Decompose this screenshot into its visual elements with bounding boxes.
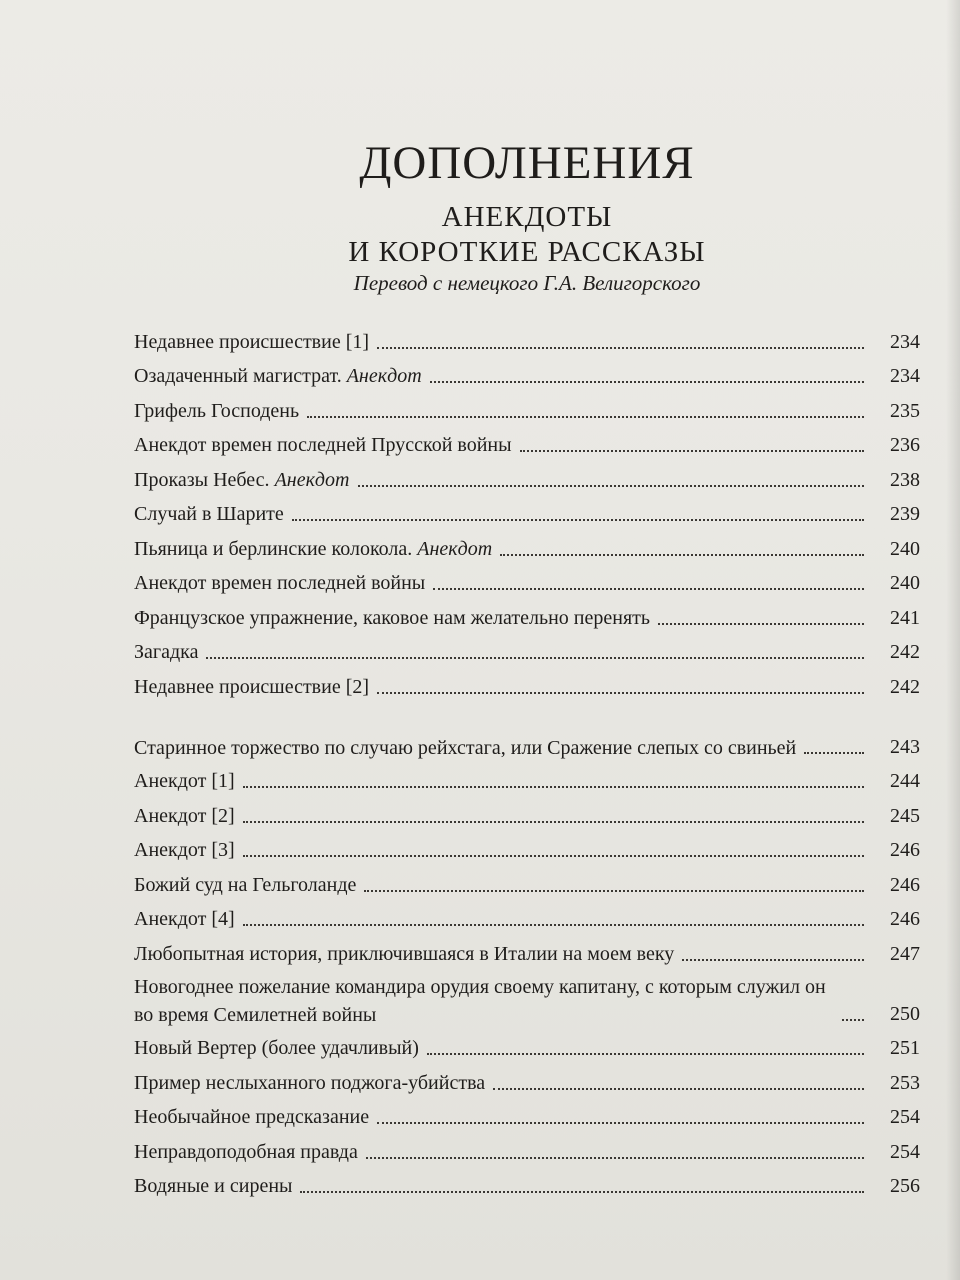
dot-leader (300, 1191, 864, 1193)
toc-entry (134, 934, 920, 969)
toc-entry-title: Пример неслыханного поджога-убийства (134, 1071, 486, 1094)
dot-leader (377, 347, 864, 349)
toc-entry-page: 250 (890, 1002, 920, 1025)
toc-entry (134, 495, 920, 530)
toc-entry-page: 238 (890, 468, 920, 491)
toc-entry-title: Анекдот [2] (134, 804, 235, 827)
toc-entry (134, 1098, 920, 1133)
toc-entry-page: 254 (890, 1106, 920, 1128)
toc-entry-page: 239 (890, 503, 920, 525)
toc-entry-title: Старинное торжество по случаю рейхстага, или Сражение слепых со свиньей (134, 736, 797, 759)
dot-leader (842, 1019, 864, 1021)
dot-leader (364, 890, 864, 892)
dot-leader (243, 855, 864, 857)
toc-entry (134, 529, 920, 564)
toc-entry (134, 796, 920, 831)
toc-entry-page: 234 (890, 365, 920, 387)
toc-entry-page: 247 (890, 942, 920, 965)
toc-entry-page: 251 (890, 1037, 920, 1059)
dot-leader (292, 519, 864, 521)
dot-leader (206, 657, 864, 659)
dot-leader (682, 959, 864, 961)
toc-entry (134, 1063, 920, 1098)
toc-entry-page: 244 (890, 770, 920, 792)
toc-entry (134, 391, 920, 426)
dot-leader (307, 416, 864, 418)
toc-entry-page: 246 (890, 873, 920, 896)
toc-entry-title: Новогоднее пожелание командира орудия своему капитану, с которым служил он во время Семилетней войны (134, 975, 826, 1026)
toc-entry (134, 322, 920, 357)
toc-entry-page: 234 (890, 330, 920, 353)
toc-entry (134, 564, 920, 599)
toc-entry-page: 235 (890, 399, 920, 422)
toc-entry-page: 243 (890, 735, 920, 758)
dot-leader (243, 786, 864, 788)
toc-entry-title: Любопытная история, приключившаяся в Италии на моем веку (134, 942, 675, 965)
toc-entry-title: Анекдот времен последней войны (134, 572, 426, 594)
page-edge-shadow (946, 0, 960, 1280)
dot-leader (500, 554, 864, 556)
toc-entry-title: Анекдот времен последней Прусской войны (134, 434, 512, 456)
toc-entry-title: Французское упражнение, каковое нам желательно перенять (134, 606, 651, 629)
dot-leader (430, 381, 864, 383)
toc-entry (134, 633, 920, 668)
toc-entry (134, 460, 920, 495)
toc-entry-title: Случай в Шарите (134, 503, 284, 525)
toc-entry (134, 598, 920, 633)
toc-entry-title: Анекдот [1] (134, 770, 235, 792)
toc-entry-title: Грифель Господень (134, 399, 300, 422)
translator-note: Перевод с немецкого Г.А. Велигорского (353, 271, 701, 295)
toc-entry-page: 246 (890, 839, 920, 861)
toc-entry-page: 236 (890, 434, 920, 456)
toc-entry (134, 865, 920, 900)
toc-entry (134, 426, 920, 461)
section-title-line-2: И КОРОТКИЕ РАССКАЗЫ (348, 236, 706, 268)
toc-entry-title: Озадаченный магистрат. (134, 365, 347, 387)
toc-entry (134, 702, 920, 762)
toc-entry (134, 667, 920, 702)
toc-entry-title: Божий суд на Гельголанде (134, 873, 357, 896)
toc-entry-title: Недавнее происшествие [2] (134, 675, 370, 698)
toc-entry-title: Новый Вертер (более удачливый) (134, 1037, 419, 1059)
toc-entry-genre: Анекдот (417, 537, 493, 560)
toc-entry-page: 254 (890, 1140, 920, 1163)
dot-leader (243, 924, 864, 926)
toc-entry-page: 253 (890, 1071, 920, 1094)
toc-entry (134, 969, 920, 1029)
toc-entry-genre: Анекдот (346, 365, 422, 387)
dot-leader (658, 623, 864, 625)
toc-entry-title: Недавнее происшествие [1] (134, 330, 370, 353)
toc-entry-page: 246 (890, 908, 920, 930)
dot-leader (493, 1088, 864, 1090)
toc-entry (134, 762, 920, 797)
toc-entry (134, 1132, 920, 1167)
toc-entry-title: Неправдоподобная правда (134, 1140, 358, 1163)
table-of-contents (134, 322, 920, 1201)
toc-entry-page: 242 (890, 675, 920, 698)
dot-leader (804, 752, 864, 754)
toc-entry-title: Загадка (134, 641, 199, 663)
toc-entry-title: Пьяница и берлинские колокола. (134, 537, 418, 560)
toc-entry-title: Анекдот [3] (134, 839, 235, 861)
page-title: ДОПОЛНЕНИЯ (359, 137, 695, 189)
dot-leader (520, 450, 864, 452)
toc-entry-title: Проказы Небес. (134, 468, 275, 491)
toc-entry (134, 1167, 920, 1202)
toc-entry-page: 240 (890, 537, 920, 560)
dot-leader (433, 588, 864, 590)
dot-leader (427, 1053, 864, 1055)
toc-entry-page: 241 (890, 606, 920, 629)
toc-entry-page: 242 (890, 641, 920, 663)
toc-entry (134, 357, 920, 392)
dot-leader (377, 692, 864, 694)
toc-entry-page: 240 (890, 572, 920, 594)
dot-leader (358, 485, 865, 487)
dot-leader (366, 1157, 864, 1159)
dot-leader (377, 1122, 864, 1124)
section-title (0, 200, 960, 270)
toc-entry (134, 900, 920, 935)
toc-entry-genre: Анекдот (274, 468, 350, 491)
toc-entry-title: Анекдот [4] (134, 908, 235, 930)
section-title-line-1: АНЕКДОТЫ (441, 201, 613, 233)
toc-entry-title: Водяные и сирены (134, 1175, 293, 1197)
dot-leader (243, 821, 864, 823)
toc-entry (134, 1029, 920, 1064)
toc-entry (134, 831, 920, 866)
toc-entry-page: 256 (890, 1175, 920, 1197)
toc-entry-page: 245 (890, 804, 920, 827)
toc-entry-title: Необычайное предсказание (134, 1106, 370, 1128)
